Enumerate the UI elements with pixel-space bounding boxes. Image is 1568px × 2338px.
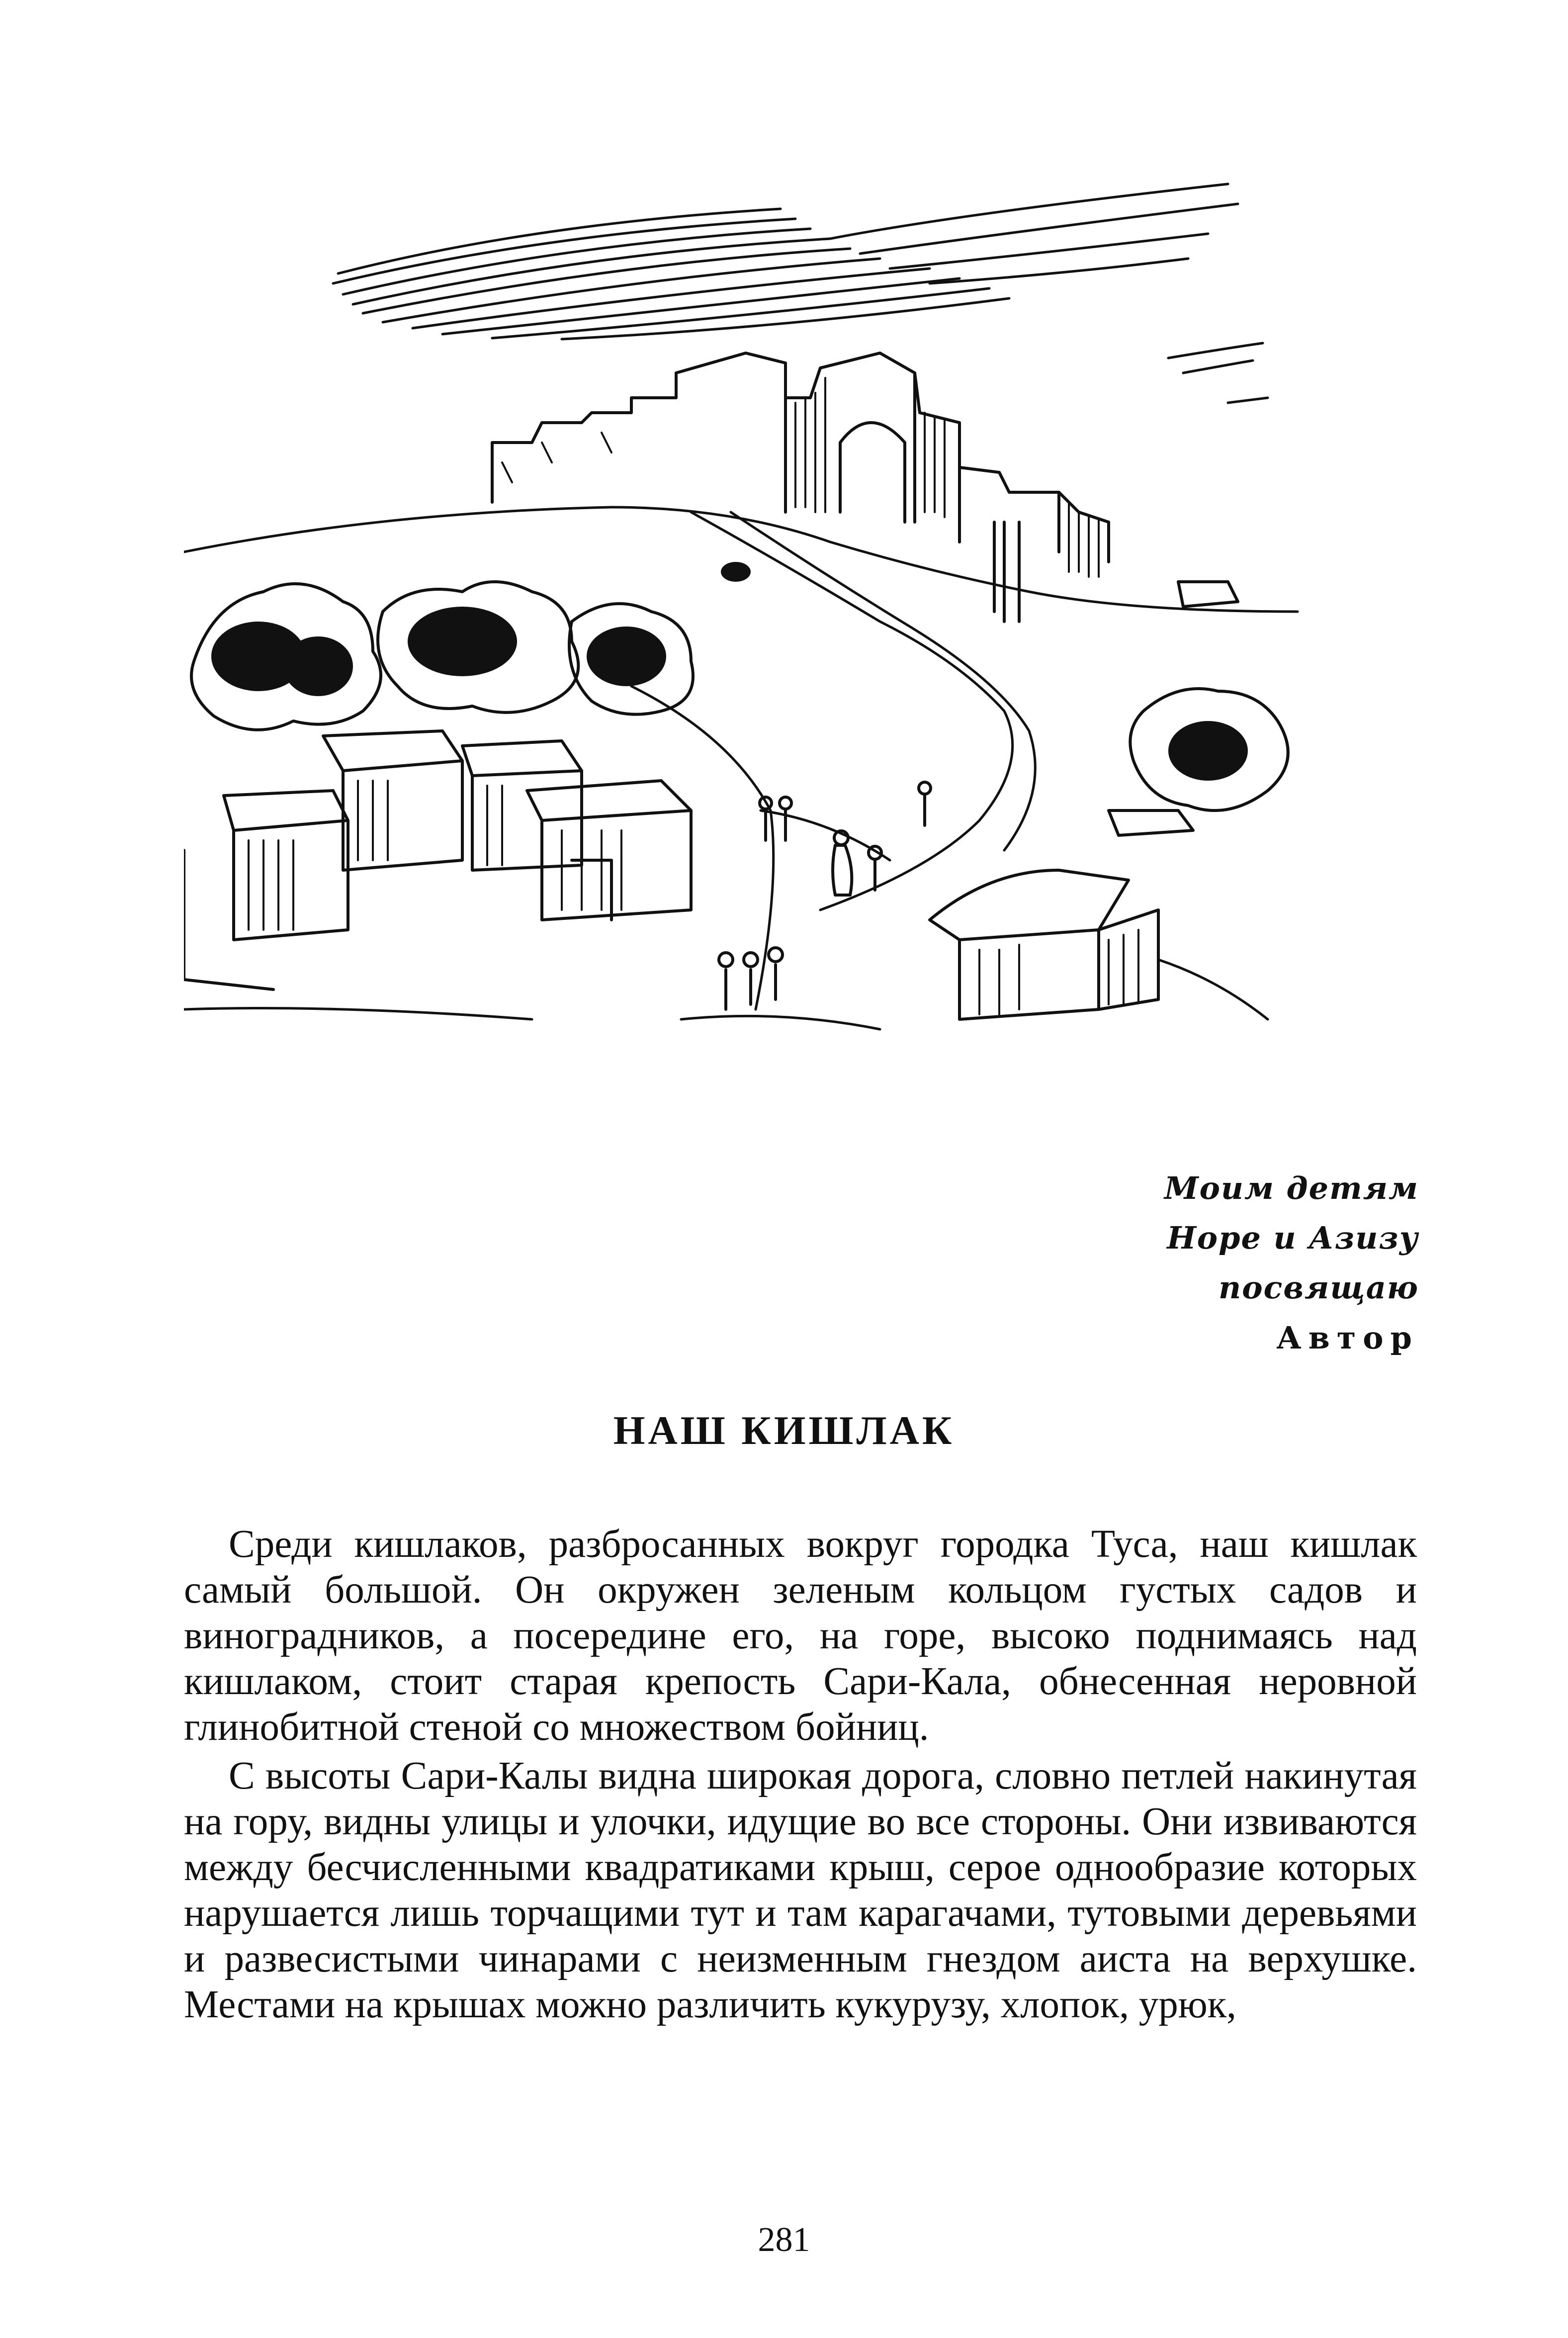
walking-figures [719,782,931,1009]
village-fortress-illustration [184,164,1312,1039]
dedication-line: Норе и Азизу [1167,1220,1419,1256]
paragraph: Среди кишлаков, разбросанных вокруг городка Туса, наш кишлак самый большой. Он окружен зеленым кольцом густых садов и виноградников, а посередине его, на горе, высоко поднимаясь над кишлаком, стоит старая крепость Сари-Кала, обнесенная неровной глинобитной стеной со множеством бойниц. [184,1523,1417,1749]
paragraph: С высоты Сари-Калы видна широкая дорога, словно петлей накинутая на гору, видны улицы и улочки, идущие во все стороны. Они извиваются между бесчисленными квадратиками крыш, серое однообразие которых нарушается лишь торчащими тут и там карагачами, тутовыми деревьями и развесистыми чинарами с неизменным гнездом аиста на верхушке. Местами на крышах можно различить кукурузу, хлопок, урюк, [184,1754,1417,2026]
dedication [872,1164,1419,1356]
chapter-title: НАШ КИШЛАК [613,1408,955,1453]
fortress-sari-kala [492,353,1109,622]
house-shading [249,781,621,930]
fortress-shading [502,378,1099,577]
dedication-author: Автор [1276,1320,1419,1356]
cloud-hatching [333,184,1312,403]
dedication-line: Моим детям [1164,1170,1419,1206]
tree-foliage-fill [211,562,1248,781]
body-text [184,1522,1417,2031]
house-right [930,582,1238,1019]
dedication-line: посвящаю [1219,1269,1419,1306]
trees-left [191,582,1288,810]
houses-left [184,731,691,989]
hill-and-road [184,507,1298,1009]
page-number: 281 [758,2221,810,2259]
house-right-shading [979,930,1138,1014]
